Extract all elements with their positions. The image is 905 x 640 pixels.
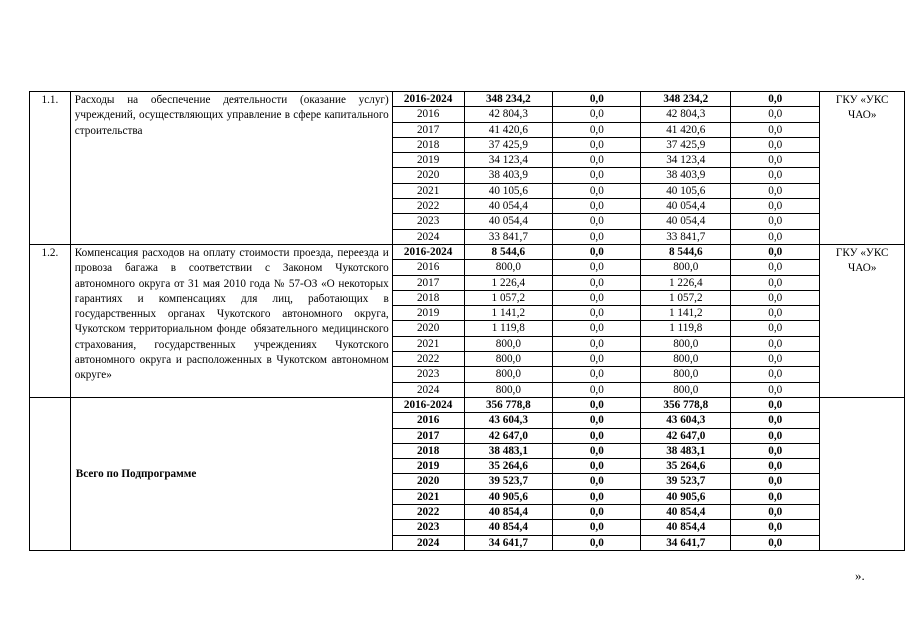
year-cell: 2022 bbox=[392, 199, 464, 214]
year-cell: 2023 bbox=[392, 367, 464, 382]
total-label: Всего по Подпрограмме bbox=[70, 397, 392, 550]
extrabudget-cell: 0,0 bbox=[731, 168, 820, 183]
extrabudget-cell: 0,0 bbox=[731, 199, 820, 214]
district-budget-cell: 43 604,3 bbox=[641, 413, 731, 428]
year-cell: 2018 bbox=[392, 443, 464, 458]
federal-budget-cell: 0,0 bbox=[553, 336, 641, 351]
extrabudget-cell: 0,0 bbox=[731, 214, 820, 229]
federal-budget-cell: 0,0 bbox=[553, 459, 641, 474]
total-funding-cell: 8 544,6 bbox=[464, 244, 553, 259]
federal-budget-cell: 0,0 bbox=[553, 443, 641, 458]
district-budget-cell: 800,0 bbox=[641, 260, 731, 275]
year-cell: 2017 bbox=[392, 428, 464, 443]
federal-budget-cell: 0,0 bbox=[553, 382, 641, 397]
year-cell: 2021 bbox=[392, 489, 464, 504]
total-funding-cell: 40 054,4 bbox=[464, 199, 553, 214]
table-row bbox=[30, 244, 905, 259]
total-funding-cell: 33 841,7 bbox=[464, 229, 553, 244]
district-budget-cell: 1 141,2 bbox=[641, 306, 731, 321]
total-funding-cell: 800,0 bbox=[464, 260, 553, 275]
district-budget-cell: 33 841,7 bbox=[641, 229, 731, 244]
district-budget-cell: 800,0 bbox=[641, 367, 731, 382]
district-budget-cell: 35 264,6 bbox=[641, 459, 731, 474]
year-cell: 2020 bbox=[392, 168, 464, 183]
year-cell: 2016 bbox=[392, 413, 464, 428]
district-budget-cell: 40 854,4 bbox=[641, 520, 731, 535]
federal-budget-cell: 0,0 bbox=[553, 489, 641, 504]
year-cell: 2022 bbox=[392, 352, 464, 367]
total-funding-cell: 38 483,1 bbox=[464, 443, 553, 458]
year-cell: 2019 bbox=[392, 459, 464, 474]
extrabudget-cell: 0,0 bbox=[731, 183, 820, 198]
extrabudget-cell: 0,0 bbox=[731, 397, 820, 412]
year-cell: 2016 bbox=[392, 260, 464, 275]
responsible-executor: ГКУ «УКС ЧАО» bbox=[820, 244, 905, 397]
total-funding-cell: 42 647,0 bbox=[464, 428, 553, 443]
federal-budget-cell: 0,0 bbox=[553, 397, 641, 412]
federal-budget-cell: 0,0 bbox=[553, 535, 641, 550]
district-budget-cell: 40 905,6 bbox=[641, 489, 731, 504]
total-funding-cell: 43 604,3 bbox=[464, 413, 553, 428]
district-budget-cell: 1 057,2 bbox=[641, 290, 731, 305]
federal-budget-cell: 0,0 bbox=[553, 137, 641, 152]
federal-budget-cell: 0,0 bbox=[553, 244, 641, 259]
total-funding-cell: 1 057,2 bbox=[464, 290, 553, 305]
extrabudget-cell: 0,0 bbox=[731, 244, 820, 259]
federal-budget-cell: 0,0 bbox=[553, 275, 641, 290]
year-cell: 2023 bbox=[392, 520, 464, 535]
item-description: Расходы на обеспечение деятельности (оказание услуг) учреждений, осуществляющих управление в сфере капитального строительства bbox=[70, 92, 392, 245]
total-funding-cell: 40 105,6 bbox=[464, 183, 553, 198]
item-number: 1.2. bbox=[30, 244, 71, 397]
district-budget-cell: 42 804,3 bbox=[641, 107, 731, 122]
year-cell: 2016 bbox=[392, 107, 464, 122]
year-cell: 2022 bbox=[392, 505, 464, 520]
year-cell: 2024 bbox=[392, 382, 464, 397]
extrabudget-cell: 0,0 bbox=[731, 92, 820, 107]
total-funding-cell: 348 234,2 bbox=[464, 92, 553, 107]
year-cell: 2017 bbox=[392, 122, 464, 137]
district-budget-cell: 34 123,4 bbox=[641, 153, 731, 168]
district-budget-cell: 39 523,7 bbox=[641, 474, 731, 489]
extrabudget-cell: 0,0 bbox=[731, 459, 820, 474]
total-funding-cell: 41 420,6 bbox=[464, 122, 553, 137]
total-funding-cell: 1 141,2 bbox=[464, 306, 553, 321]
total-funding-cell: 40 054,4 bbox=[464, 214, 553, 229]
responsible-executor: ГКУ «УКС ЧАО» bbox=[820, 92, 905, 245]
district-budget-cell: 40 054,4 bbox=[641, 199, 731, 214]
extrabudget-cell: 0,0 bbox=[731, 382, 820, 397]
budget-table bbox=[29, 91, 905, 551]
table-row bbox=[30, 92, 905, 107]
federal-budget-cell: 0,0 bbox=[553, 413, 641, 428]
district-budget-cell: 41 420,6 bbox=[641, 122, 731, 137]
district-budget-cell: 42 647,0 bbox=[641, 428, 731, 443]
extrabudget-cell: 0,0 bbox=[731, 260, 820, 275]
year-cell: 2020 bbox=[392, 474, 464, 489]
year-cell: 2019 bbox=[392, 306, 464, 321]
year-cell: 2021 bbox=[392, 336, 464, 351]
extrabudget-cell: 0,0 bbox=[731, 489, 820, 504]
year-cell: 2018 bbox=[392, 290, 464, 305]
extrabudget-cell: 0,0 bbox=[731, 122, 820, 137]
year-cell: 2020 bbox=[392, 321, 464, 336]
total-funding-cell: 35 264,6 bbox=[464, 459, 553, 474]
total-funding-cell: 38 403,9 bbox=[464, 168, 553, 183]
total-funding-cell: 800,0 bbox=[464, 367, 553, 382]
district-budget-cell: 1 226,4 bbox=[641, 275, 731, 290]
year-cell: 2017 bbox=[392, 275, 464, 290]
item-description: Компенсация расходов на оплату стоимости проезда, переезда и провоза багажа в соответствии с Законом Чукотского автономного округа от 31 мая 2010 года № 57-ОЗ «О некоторых гарантиях и компенсациях для лиц, работающих в государственных органах Чукотского автономного округа, Чукотском территориальном фонде обязательного медицинского страхования, государственных учреждениях Чукотского автономного округа и расположенных в Чукотском автономном округе» bbox=[70, 244, 392, 397]
total-funding-cell: 34 123,4 bbox=[464, 153, 553, 168]
federal-budget-cell: 0,0 bbox=[553, 260, 641, 275]
district-budget-cell: 38 403,9 bbox=[641, 168, 731, 183]
extrabudget-cell: 0,0 bbox=[731, 306, 820, 321]
extrabudget-cell: 0,0 bbox=[731, 474, 820, 489]
district-budget-cell: 800,0 bbox=[641, 336, 731, 351]
district-budget-cell: 8 544,6 bbox=[641, 244, 731, 259]
federal-budget-cell: 0,0 bbox=[553, 153, 641, 168]
federal-budget-cell: 0,0 bbox=[553, 367, 641, 382]
district-budget-cell: 40 854,4 bbox=[641, 505, 731, 520]
total-funding-cell: 40 854,4 bbox=[464, 520, 553, 535]
year-cell: 2023 bbox=[392, 214, 464, 229]
total-funding-cell: 800,0 bbox=[464, 352, 553, 367]
total-responsible-cell bbox=[820, 397, 905, 550]
district-budget-cell: 800,0 bbox=[641, 352, 731, 367]
extrabudget-cell: 0,0 bbox=[731, 336, 820, 351]
extrabudget-cell: 0,0 bbox=[731, 137, 820, 152]
district-budget-cell: 356 778,8 bbox=[641, 397, 731, 412]
federal-budget-cell: 0,0 bbox=[553, 290, 641, 305]
total-funding-cell: 800,0 bbox=[464, 382, 553, 397]
item-number: 1.1. bbox=[30, 92, 71, 245]
district-budget-cell: 38 483,1 bbox=[641, 443, 731, 458]
extrabudget-cell: 0,0 bbox=[731, 275, 820, 290]
year-cell: 2016-2024 bbox=[392, 244, 464, 259]
total-funding-cell: 37 425,9 bbox=[464, 137, 553, 152]
total-funding-cell: 1 226,4 bbox=[464, 275, 553, 290]
district-budget-cell: 34 641,7 bbox=[641, 535, 731, 550]
district-budget-cell: 1 119,8 bbox=[641, 321, 731, 336]
year-cell: 2018 bbox=[392, 137, 464, 152]
district-budget-cell: 37 425,9 bbox=[641, 137, 731, 152]
total-funding-cell: 34 641,7 bbox=[464, 535, 553, 550]
district-budget-cell: 40 054,4 bbox=[641, 214, 731, 229]
total-funding-cell: 1 119,8 bbox=[464, 321, 553, 336]
federal-budget-cell: 0,0 bbox=[553, 520, 641, 535]
year-cell: 2016-2024 bbox=[392, 397, 464, 412]
extrabudget-cell: 0,0 bbox=[731, 107, 820, 122]
federal-budget-cell: 0,0 bbox=[553, 168, 641, 183]
federal-budget-cell: 0,0 bbox=[553, 199, 641, 214]
federal-budget-cell: 0,0 bbox=[553, 92, 641, 107]
extrabudget-cell: 0,0 bbox=[731, 413, 820, 428]
year-cell: 2021 bbox=[392, 183, 464, 198]
extrabudget-cell: 0,0 bbox=[731, 535, 820, 550]
total-funding-cell: 800,0 bbox=[464, 336, 553, 351]
extrabudget-cell: 0,0 bbox=[731, 290, 820, 305]
total-funding-cell: 42 804,3 bbox=[464, 107, 553, 122]
federal-budget-cell: 0,0 bbox=[553, 352, 641, 367]
federal-budget-cell: 0,0 bbox=[553, 306, 641, 321]
extrabudget-cell: 0,0 bbox=[731, 229, 820, 244]
total-number-cell bbox=[30, 397, 71, 550]
total-funding-cell: 356 778,8 bbox=[464, 397, 553, 412]
table-row bbox=[30, 397, 905, 412]
extrabudget-cell: 0,0 bbox=[731, 443, 820, 458]
extrabudget-cell: 0,0 bbox=[731, 505, 820, 520]
budget-table-body bbox=[30, 92, 905, 551]
district-budget-cell: 348 234,2 bbox=[641, 92, 731, 107]
federal-budget-cell: 0,0 bbox=[553, 474, 641, 489]
total-funding-cell: 40 905,6 bbox=[464, 489, 553, 504]
federal-budget-cell: 0,0 bbox=[553, 505, 641, 520]
federal-budget-cell: 0,0 bbox=[553, 183, 641, 198]
federal-budget-cell: 0,0 bbox=[553, 321, 641, 336]
year-cell: 2016-2024 bbox=[392, 92, 464, 107]
total-funding-cell: 40 854,4 bbox=[464, 505, 553, 520]
year-cell: 2024 bbox=[392, 535, 464, 550]
extrabudget-cell: 0,0 bbox=[731, 428, 820, 443]
federal-budget-cell: 0,0 bbox=[553, 122, 641, 137]
extrabudget-cell: 0,0 bbox=[731, 352, 820, 367]
year-cell: 2019 bbox=[392, 153, 464, 168]
extrabudget-cell: 0,0 bbox=[731, 520, 820, 535]
federal-budget-cell: 0,0 bbox=[553, 107, 641, 122]
total-funding-cell: 39 523,7 bbox=[464, 474, 553, 489]
extrabudget-cell: 0,0 bbox=[731, 321, 820, 336]
federal-budget-cell: 0,0 bbox=[553, 229, 641, 244]
year-cell: 2024 bbox=[392, 229, 464, 244]
district-budget-cell: 40 105,6 bbox=[641, 183, 731, 198]
extrabudget-cell: 0,0 bbox=[731, 153, 820, 168]
district-budget-cell: 800,0 bbox=[641, 382, 731, 397]
closing-mark: ». bbox=[855, 568, 865, 583]
federal-budget-cell: 0,0 bbox=[553, 428, 641, 443]
extrabudget-cell: 0,0 bbox=[731, 367, 820, 382]
federal-budget-cell: 0,0 bbox=[553, 214, 641, 229]
